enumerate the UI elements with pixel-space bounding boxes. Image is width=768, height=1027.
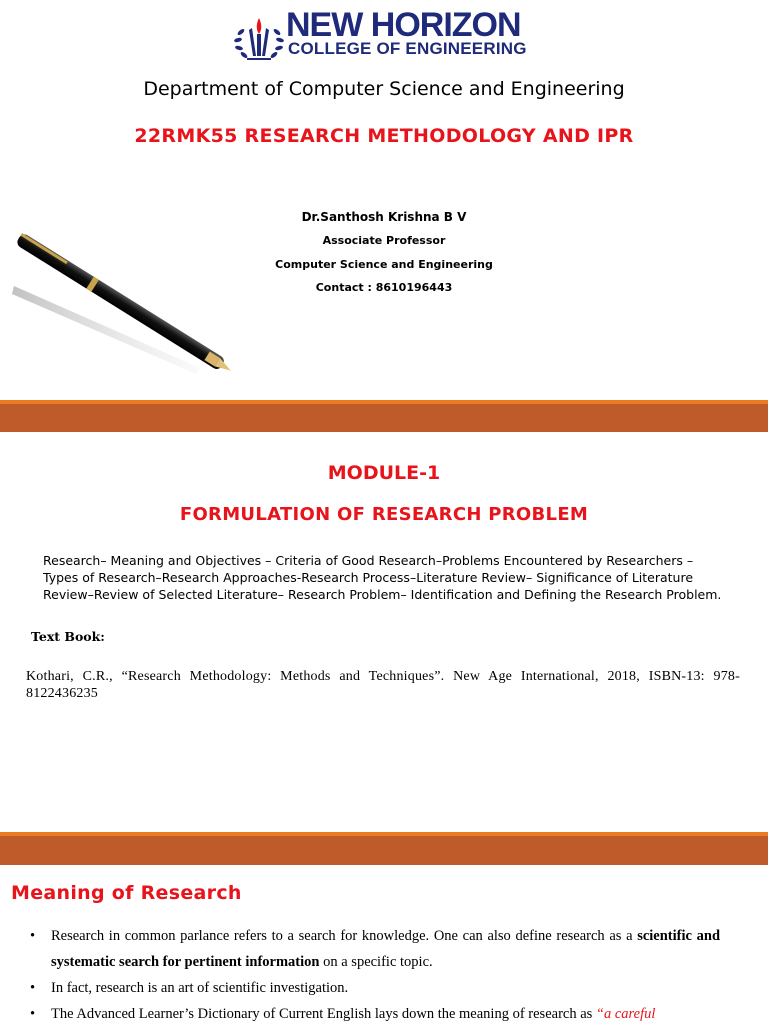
college-emblem-icon [232,10,286,62]
list-item: • The Advanced Learner’s Dictionary of Current English lays down the meaning of research as “a careful [30,1001,720,1027]
list-item: • In fact, research is an art of scientific investigation. [30,975,720,1001]
bullet-icon: • [30,928,36,944]
module-slide [0,432,768,832]
faculty-department: Computer Science and Engineering [275,258,493,271]
module-topic: FORMULATION OF RESEARCH PROBLEM [179,504,589,525]
faculty-name: Dr.Santhosh Krishna B V [301,210,467,224]
logo-subtitle: COLLEGE OF ENGINEERING [288,39,527,58]
bullet-icon: • [30,980,36,996]
pen-illustration-icon [10,228,250,388]
syllabus-text: Research– Meaning and Objectives – Criteria of Good Research–Problems Encountered by Researchers –Types of Research–Research Approaches-Research Process–Literature Review– Significance of Literature Review–Review of Selected Literature– Research Problem– Identification and Defining the Research Problem. [43,553,722,602]
content-slide [0,865,768,1024]
bullet-icon: • [30,1006,36,1022]
faculty-contact: Contact : 8610196443 [315,281,453,294]
department-title: Department of Computer Science and Engineering [143,78,625,100]
slide-title: Meaning of Research [11,882,242,904]
course-title: 22RMK55 RESEARCH METHODOLOGY AND IPR [134,125,634,147]
logo-title: NEW HORIZON [286,6,521,44]
bullet-list [30,923,720,1027]
textbook-label: Text Book: [31,629,105,644]
textbook-reference: Kothari, C.R., “Research Methodology: Methods and Techniques”. New Age International, 2018, ISBN-13: 978-8122436235 [26,669,740,701]
slide-divider [0,832,768,865]
emphasis-text: scientific and systematic search for pertinent information [51,928,721,970]
college-logo [232,6,537,62]
faculty-role: Associate Professor [322,234,446,247]
slide-divider [0,400,768,432]
module-heading: MODULE-1 [327,462,441,484]
quote-text: “a careful [595,1006,656,1022]
list-item: • Research in common parlance refers to a search for knowledge. One can also define research as a scientific and systematic search for pertinent information on a specific topic. [30,923,720,975]
title-slide [0,0,768,400]
